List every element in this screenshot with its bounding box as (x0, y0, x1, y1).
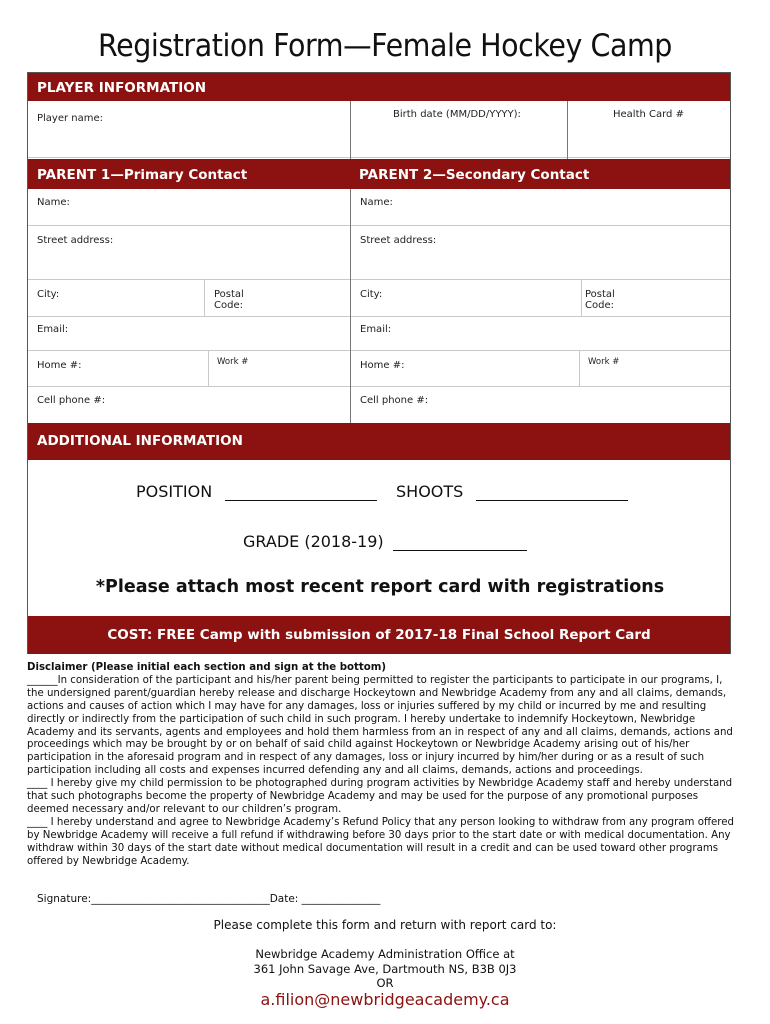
parent2-postal-label: Postal Code: (585, 289, 615, 311)
column-divider (350, 189, 351, 423)
disclaimer-photo-paragraph: ____ I hereby give my child permission to be photographed during program activities by Newbridge Academy staff and hereby understand that such photographs become the property of Newbridge Academy and may be used for the purpose of any promotional purposes deemed necessary and/or relevant to our children’s program. (27, 778, 733, 815)
parent1-postal-label: Postal Code: (214, 289, 244, 311)
contact-email-link[interactable]: a.filion@newbridgeacademy.ca (260, 990, 510, 1009)
grade-row (243, 532, 527, 551)
divider (204, 280, 205, 316)
disclaimer-release-paragraph: ______In consideration of the participant and his/her parent being permitted to register the participants to participate in our programs, I, the undersigned parent/guardian hereby release and discharge Hockeytown and Newbridge Academy from any and all claims, demands, actions and causes of action which I may have for any damages, loss or injuries suffered by my child or incurred by me and resulting directly or indirectly from the participation of such child in such program. I hereby undertake to indemnify Hockeytown, Newbridge Academy and its servants, agents and employees and hold them harmless from an in respect of any and all claims, demands, actions and proceedings which may be brought by or on behalf of said child against Hockeytown or Newbridge Academy arising out of his/her participation in the aforesaid program and in respect of any damages, loss or injury incurred by him/her during or as a result of such participation including all costs and expenses incurred defending any and all claims, demands, actions and proceedings. (27, 674, 733, 777)
parent2-title: PARENT 2—Secondary Contact (359, 167, 590, 183)
complete-instructions: Please complete this form and return with report card to: (213, 918, 557, 932)
position-input[interactable] (225, 485, 377, 501)
position-row (136, 482, 377, 501)
disclaimer-refund-paragraph: ____ I hereby understand and agree to Newbridge Academy’s Refund Policy that any person looking to withdraw from any program offered by Newbridge Academy will receive a full refund if withdrawing before 30 days prior to the start date or with medical documentation. Any withdraw within 30 days of the start date without medical documentation will result in a credit and can be used toward other programs offered by Newbridge Academy. (27, 816, 734, 867)
signature-date-line[interactable]: Signature:__________________________________Date: _______________ (37, 893, 381, 905)
row-divider (28, 386, 730, 387)
parent2-city-label: City: (360, 289, 383, 300)
address-line-3: OR (376, 976, 394, 990)
parent1-work-label: Work # (217, 357, 249, 367)
player-name-field[interactable] (28, 101, 350, 158)
divider (567, 101, 568, 159)
row-divider (28, 316, 730, 317)
parent2-work-label: Work # (588, 357, 620, 367)
additional-info-header (28, 423, 730, 460)
divider (579, 351, 580, 386)
player-info-title: PLAYER INFORMATION (37, 80, 207, 96)
registration-form (27, 72, 731, 654)
shoots-input[interactable] (476, 485, 628, 501)
parent1-cell-label: Cell phone #: (37, 395, 106, 406)
parent1-city-label: City: (37, 289, 60, 300)
grade-input[interactable] (393, 535, 527, 551)
divider (208, 351, 209, 386)
divider (350, 101, 351, 159)
position-label: POSITION (136, 482, 213, 501)
shoots-label: SHOOTS (396, 482, 464, 501)
disclaimer (27, 662, 737, 869)
birth-date-field[interactable] (351, 101, 567, 158)
cost-banner: COST: FREE Camp with submission of 2017-18 Final School Report Card (28, 616, 730, 654)
parent1-title: PARENT 1—Primary Contact (37, 167, 248, 183)
parent2-home-label: Home #: (360, 360, 405, 371)
health-card-field[interactable] (568, 101, 730, 158)
parent-header-bar (28, 159, 730, 189)
row-divider (28, 225, 730, 226)
parent1-email-label: Email: (37, 324, 69, 335)
mailing-address (0, 947, 770, 991)
parent2-street-label: Street address: (360, 235, 437, 246)
attach-report-card-note: *Please attach most recent report card with registrations (95, 577, 665, 597)
parent2-email-label: Email: (360, 324, 392, 335)
player-name-label: Player name: (37, 113, 104, 124)
health-card-label: Health Card # (613, 109, 684, 120)
player-info-header (28, 73, 730, 101)
row-divider (28, 350, 730, 351)
additional-info-title: ADDITIONAL INFORMATION (37, 433, 243, 449)
address-line-2: 361 John Savage Ave, Dartmouth NS, B3B 0J3 (253, 961, 517, 976)
birth-date-label: Birth date (MM/DD/YYYY): (393, 109, 521, 120)
row-divider (28, 279, 730, 280)
parent2-cell-label: Cell phone #: (360, 395, 429, 406)
shoots-row (396, 482, 628, 501)
parent1-home-label: Home #: (37, 360, 82, 371)
page-title: Registration Form—Female Hockey Camp (98, 28, 672, 64)
address-line-1: Newbridge Academy Administration Office at (255, 947, 515, 961)
divider (581, 280, 582, 316)
parent2-name-label: Name: (360, 197, 393, 208)
parent1-street-label: Street address: (37, 235, 114, 246)
grade-label: GRADE (2018-19) (243, 532, 384, 551)
disclaimer-heading: Disclaimer (Please initial each section and sign at the bottom) (27, 662, 387, 673)
parent1-name-label: Name: (37, 197, 70, 208)
